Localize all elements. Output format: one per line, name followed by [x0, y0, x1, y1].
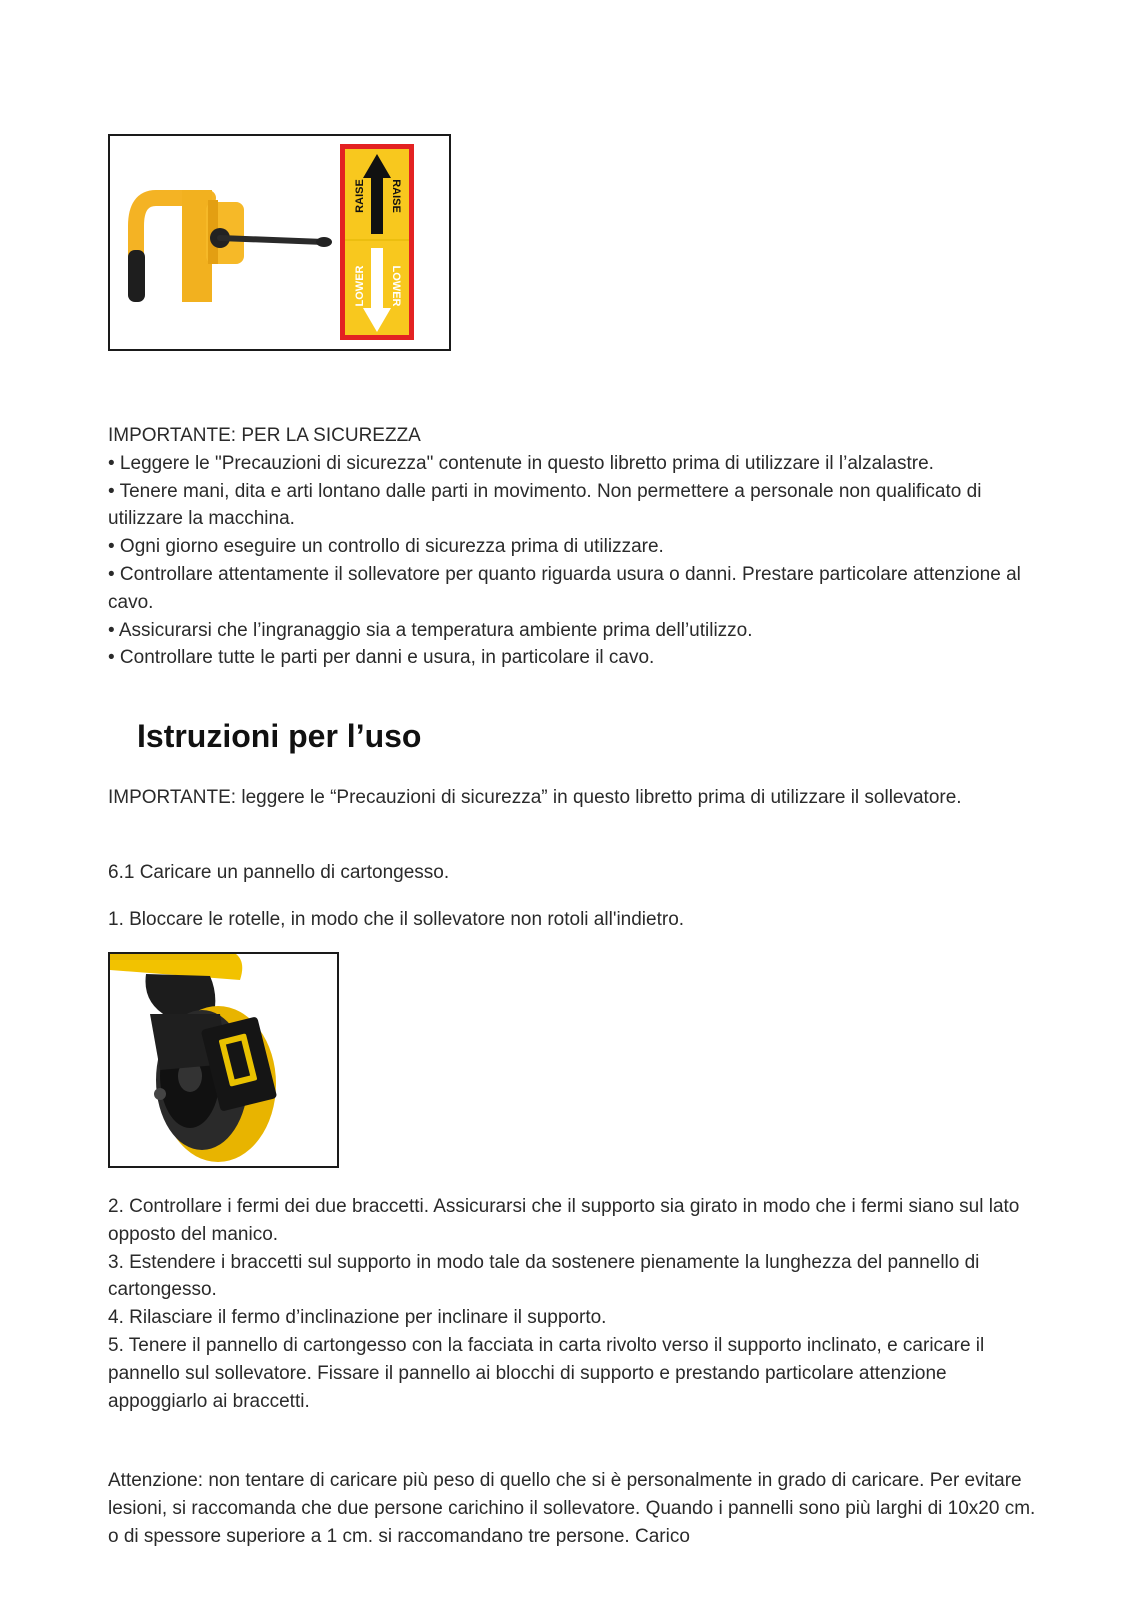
safety-item: • Tenere mani, dita e arti lontano dalle parti in movimento. Non permettere a personale non qualificato di utilizzare la macchina.: [108, 480, 982, 530]
safety-section: [108, 422, 1038, 672]
list-item: 4. Rilasciare il fermo d’inclinazione per inclinare il supporto.: [108, 1307, 607, 1329]
safety-title: IMPORTANTE: PER LA SICUREZZA: [108, 425, 421, 446]
step-1: [108, 906, 1038, 934]
caster-wheel-illustration: [110, 954, 337, 1166]
caster-wheel-image: [108, 952, 339, 1168]
winch-crank-image: [108, 134, 451, 351]
safety-item: • Controllare attentamente il sollevatore per quanto riguarda usura o danni. Prestare particolare attenzione al cavo.: [108, 563, 1021, 613]
raise-lower-label: [340, 144, 414, 340]
lower-text-left: LOWER: [353, 265, 366, 307]
safety-item: • Ogni giorno eseguire un controllo di sicurezza prima di utilizzare.: [108, 536, 664, 558]
list-item: 2. Controllare i fermi dei due braccetti. Assicurarsi che il supporto sia girato in modo che i fermi siano sul lato opposto del manico.: [108, 1196, 1020, 1245]
warning-paragraph: [108, 1467, 1038, 1550]
intro-text: IMPORTANTE: leggere le “Precauzioni di sicurezza” in questo libretto prima di utilizzare il sollevatore.: [108, 787, 962, 808]
list-item: 3. Estendere i braccetti sul supporto in modo tale da sostenere pienamente la lunghezza del pannello di cartongesso.: [108, 1251, 980, 1301]
warning-text: Attenzione: non tentare di caricare più peso di quello che si è personalmente in grado di caricare. Per evitare lesioni, si raccomanda che due persone carichino il sollevatore. Quando i pannelli sono più larghi di 10x20 cm. o di spessore superiore a 1 cm. si raccomandano tre persone. Carico: [108, 1470, 1036, 1547]
steps-list: [108, 1193, 1038, 1415]
section-heading: Istruzioni per l’uso: [137, 718, 422, 754]
subsection-title-text: 6.1 Caricare un pannello di cartongesso.: [108, 862, 450, 883]
raise-text-right: RAISE: [390, 179, 403, 213]
safety-item: • Controllare tutte le parti per danni e usura, in particolare il cavo.: [108, 647, 655, 669]
safety-item: • Assicurarsi che l’ingranaggio sia a temperatura ambiente prima dell’utilizzo.: [108, 619, 753, 641]
raise-text-left: RAISE: [353, 179, 366, 213]
black-grip: [128, 250, 145, 302]
intro-paragraph: [108, 784, 1038, 812]
winch-crank-illustration: [110, 136, 449, 349]
lower-text-right: LOWER: [390, 265, 403, 307]
list-item: 5. Tenere il pannello di cartongesso con la facciata in carta rivolto verso il supporto inclinato, e caricare il pannello sul sollevatore. Fissare il pannello ai blocchi di supporto e prestando particolare attenzione appoggiarlo ai braccetti.: [108, 1334, 985, 1412]
safety-item: • Leggere le "Precauzioni di sicurezza" contenute in questo libretto prima di utilizzare il l’alzalastre.: [108, 452, 934, 474]
subsection-title: [108, 859, 1038, 887]
step-1-text: 1. Bloccare le rotelle, in modo che il sollevatore non rotoli all'indietro.: [108, 909, 685, 930]
